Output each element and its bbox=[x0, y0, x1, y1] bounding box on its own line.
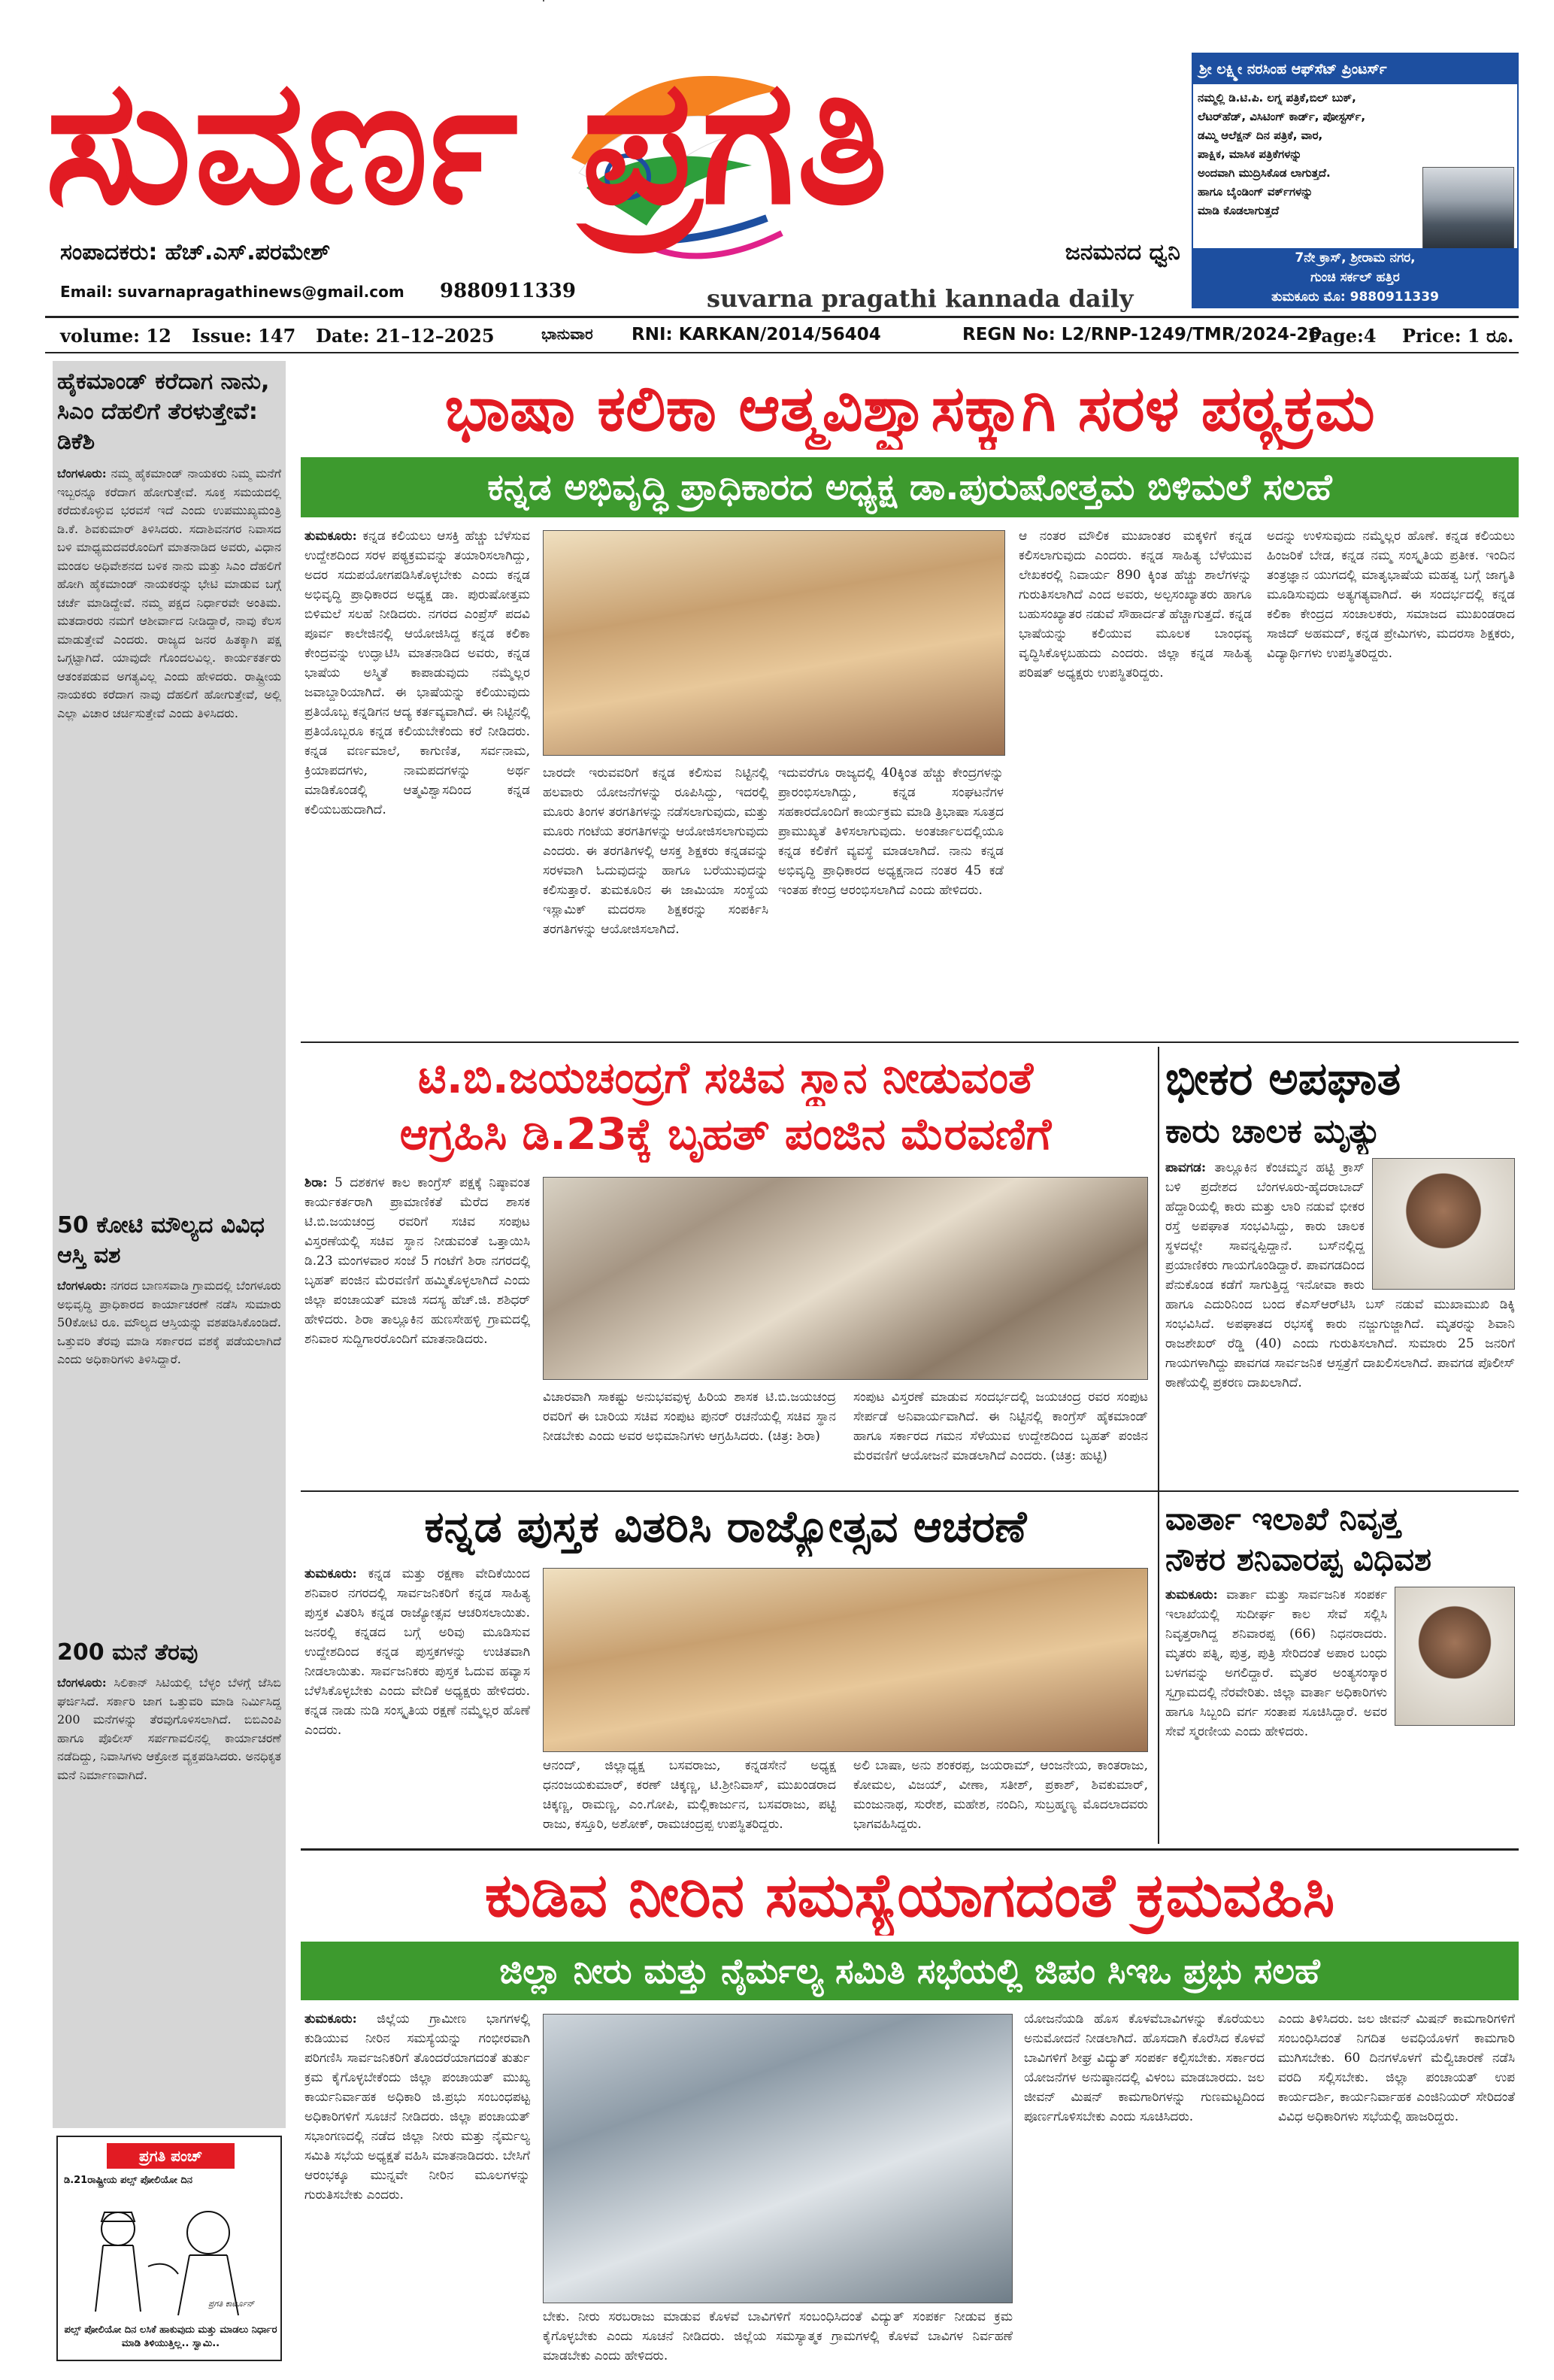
water-subhead: ಜಿಲ್ಲಾ ನೀರು ಮತ್ತು ನೈರ್ಮಲ್ಯ ಸಮಿತಿ ಸಭೆಯಲ್ಲಿ ಜಿಪಂ ಸಿಇಒ ಪ್ರಭು ಸಲಹೆ bbox=[301, 1942, 1519, 2000]
masthead-email: Email: suvarnapragathinews@gmail.com bbox=[60, 283, 404, 301]
lead-story-photo bbox=[543, 530, 1005, 756]
lead-col-4: ಆ ನಂತರ ಮೌಲಿಕ ಮುಖಾಂತರ ಮಕ್ಕಳಿಗೆ ಕನ್ನಡ ಕಲಿಸಲಾಗುವುದು ಎಂದರು. ಕನ್ನಡ ಸಾಹಿತ್ಯ ಬೆಳೆಯುವ ಲೇಖಕರಲ್ಲಿ ನಿವಾರ್ಯ 890 ಕ್ಕಿಂತ ಹೆಚ್ಚು ಶಾಲೆಗಳನ್ನು ಗುರುತಿಸಲಾಗಿದೆ ಎಂದ ಅವರು, ಅಲ್ಪಸಂಖ್ಯಾತರು ಹಾಗೂ ಬಹುಸಂಖ್ಯಾತರ ನಡುವೆ ಸೌಹಾರ್ದತೆ ಹೆಚ್ಚಾಗುತ್ತದೆ. ಕನ್ನಡ ಭಾಷೆಯನ್ನು ಕಲಿಯುವ ಮೂಲಕ ಬಾಂಧವ್ಯ ವೃದ್ಧಿಸಿಕೊಳ್ಳಬಹುದು ಎಂದರು. ಜಿಲ್ಲಾ ಕನ್ನಡ ಸಾಹಿತ್ಯ ಪರಿಷತ್ ಅಧ್ಯಕ್ಷರು ಉಪಸ್ಥಿತರಿದ್ದರು. bbox=[1019, 529, 1252, 681]
column-rule bbox=[1158, 1047, 1159, 1844]
sidebar-story-body: ಬೆಂಗಳೂರು: ಸಿಲಿಕಾನ್ ಸಿಟಿಯಲ್ಲಿ ಬೆಳ್ಳಂ ಬೆಳಗ್ಗೆ ಜೆಸಿಬಿ ಘರ್ಜಿಸಿದೆ. ಸರ್ಕಾರಿ ಜಾಗ ಒತ್ತುವರಿ ಮಾಡಿ ನಿರ್ಮಿಸಿದ್ದ 200 ಮನೆಗಳನ್ನು ತೆರವುಗೊಳಿಸಲಾಗಿದೆ. ಬಿಬಿಎಂಪಿ ಹಾಗೂ ಪೊಲೀಸ್ ಸರ್ಪಗಾವಲಿನಲ್ಲಿ ಕಾರ್ಯಾಚರಣೆ ನಡೆದಿದ್ದು, ನಿವಾಸಿಗಳು ಆಕ್ರೋಶ ವ್ಯಕ್ತಪಡಿಸಿದರು. ಅನಧಿಕೃತ ಮನೆ ನಿರ್ಮಾಣವಾಗಿದೆ. bbox=[57, 1675, 281, 1782]
issue-day: ಭಾನುವಾರ bbox=[541, 325, 593, 343]
sidebar-story-headline: ಹೈಕಮಾಂಡ್ ಕರೆದಾಗ ನಾನು, ಸಿಎಂ ದೆಹಲಿಗೆ ತೆರಳುತ್ತೇವೆ: ಡಿಕೆಶಿ bbox=[57, 368, 270, 455]
lead-story-photo bbox=[543, 0, 544, 2]
issue-number: Issue: 147 bbox=[192, 325, 296, 347]
jayachandra-headline-1: ಟಿ.ಬಿ.ಜಯಚಂದ್ರಗೆ ಸಚಿವ ಸ್ಥಾನ ನೀಡುವಂತೆ bbox=[417, 1052, 1034, 1103]
jayachandra-headline-2: ಆಗ್ರಹಿಸಿ ಡಿ.23ಕ್ಕೆ ಬೃಹತ್ ಪಂಜಿನ ಮೆರವಣಿಗೆ bbox=[399, 1108, 1052, 1160]
page-number: Page:4 bbox=[1308, 325, 1377, 347]
sidebar-story-body: ಬೆಂಗಳೂರು: ನಮ್ಮ ಹೈಕಮಾಂಡ್ ನಾಯಕರು ನಿಮ್ಮ ಮನೆಗೆ ಇಬ್ಬರನ್ನೂ ಕರೆದಾಗ ಹೋಗುತ್ತೇವೆ. ಸೂಕ್ತ ಸಮಯದಲ್ಲಿ ಕರೆದುಕೊಳ್ಳುವ ಭರವಸೆ ಇದೆ ಎಂದು ಉಪಮುಖ್ಯಮಂತ್ರಿ ಡಿ.ಕೆ. ಶಿವಕುಮಾರ್ ತಿಳಿಸಿದರು. ಸದಾಶಿವನಗರ ನಿವಾಸದ ಬಳಿ ಮಾಧ್ಯಮದವರೊಂದಿಗೆ ಮಾತನಾಡಿದ ಅವರು, ವಿಧಾನ ಮಂಡಲ ಅಧಿವೇಶನದ ಬಳಿಕ ನಾನು ಮತ್ತು ಸಿಎಂ ದೆಹಲಿಗೆ ಹೋಗಿ ಹೈಕಮಾಂಡ್ ನಾಯಕರನ್ನು ಭೇಟಿ ಮಾಡುವ ಬಗ್ಗೆ ಚರ್ಚೆ ಮಾಡಿದ್ದೇವೆ. ನಮ್ಮ ಪಕ್ಷದ ನಿರ್ಧಾರವೇ ಅಂತಿಮ. ಮತದಾರರು ನಮಗೆ ಆಶೀರ್ವಾದ ನೀಡಿದ್ದಾರೆ, ನಾವು ಕೆಲಸ ಮಾಡುತ್ತೇವೆ ಎಂದರು. ರಾಜ್ಯದ ಜನರ ಹಿತಕ್ಕಾಗಿ ಪಕ್ಷ ಒಗ್ಗಟ್ಟಾಗಿದೆ. ಯಾವುದೇ ಗೊಂದಲವಿಲ್ಲ. ಕಾರ್ಯಕರ್ತರು ಆತಂಕಪಡುವ ಅಗತ್ಯವಿಲ್ಲ ಎಂದು ಹೇಳಿದರು. ರಾಷ್ಟ್ರೀಯ ನಾಯಕರು ಕರೆದಾಗ ನಾವು ದೆಹಲಿಗೆ ಹೋಗುತ್ತೇವೆ, ಅಲ್ಲಿ ಎಲ್ಲಾ ವಿಚಾರ ಚರ್ಚಿಸುತ್ತೇವೆ ಎಂದು ತಿಳಿಸಿದರು. bbox=[57, 466, 281, 720]
books-photo bbox=[543, 1568, 1148, 1752]
books-headline: ಕನ್ನಡ ಪುಸ್ತಕ ವಿತರಿಸಿ ರಾಜ್ಯೋತ್ಸವ ಆಚರಣೆ bbox=[424, 1501, 1027, 1552]
accident-headline-1: ಭೀಕರ ಅಪಘಾತ bbox=[1165, 1053, 1401, 1105]
cartoon-caption-top: ಡಿ.21ರಾಷ್ಟ್ರೀಯ ಪಲ್ಸ್ ಪೋಲಿಯೋ ದಿನ bbox=[64, 2175, 192, 2186]
cartoon-box bbox=[56, 2136, 282, 2361]
printer-ad-line: ಹಾಗೂ ಬೈಂಡಿಂಗ್ ವರ್ಕ್‌ಗಳನ್ನು bbox=[1198, 185, 1313, 199]
jayachandra-body-2: ವಿಚಾರವಾಗಿ ಸಾಕಷ್ಟು ಅನುಭವವುಳ್ಳ ಹಿರಿಯ ಶಾಸಕ ಟಿ.ಬಿ.ಜಯಚಂದ್ರ ರವರಿಗೆ ಈ ಬಾರಿಯ ಸಚಿವ ಸಂಪುಟ ಪುನರ್ ರಚನೆಯಲ್ಲಿ ಸಚಿವ ಸ್ಥಾನ ನೀಡಬೇಕು ಎಂದು ಅವರ ಅಭಿಮಾನಿಗಳು ಆಗ್ರಹಿಸಿದರು. (ಚಿತ್ರ: ಶಿರಾ) bbox=[543, 1390, 836, 1444]
sidebar-story-body: ಬೆಂಗಳೂರು: ನಗರದ ಬಾಣಸವಾಡಿ ಗ್ರಾಮದಲ್ಲಿ ಬೆಂಗಳೂರು ಅಭಿವೃದ್ಧಿ ಪ್ರಾಧಿಕಾರದ ಕಾರ್ಯಾಚರಣೆ ನಡೆಸಿ ಸುಮಾರು 50ಕೋಟಿ ರೂ. ಮೌಲ್ಯದ ಆಸ್ತಿಯನ್ನು ವಶಪಡಿಸಿಕೊಂಡಿದೆ. ಒತ್ತುವರಿ ತೆರವು ಮಾಡಿ ಸರ್ಕಾರದ ವಶಕ್ಕೆ ಪಡೆಯಲಾಗಿದೆ ಎಂದು ಅಧಿಕಾರಿಗಳು ತಿಳಿಸಿದ್ದಾರೆ. bbox=[57, 1278, 281, 1366]
printer-ad-address-line: ಗುಂಚಿ ಸರ್ಕಲ್ ಹತ್ತಿರ bbox=[1310, 270, 1400, 285]
printer-ad-line: ಪಾಕ್ಷಿಕ, ಮಾಸಿಕ ಪತ್ರಿಕೆಗಳನ್ನು bbox=[1198, 147, 1302, 161]
left-sidebar bbox=[53, 361, 286, 2128]
retired-headline-2: ನೌಕರ ಶನಿವಾರಪ್ಪ ವಿಧಿವಶ bbox=[1165, 1541, 1432, 1578]
printer-ad-lines bbox=[1198, 89, 1423, 220]
books-body-3: ಅಲಿ ಬಾಷಾ, ಅನು ಶಂಕರಪ್ಪ, ಜಯರಾಮ್, ಆಂಜನೇಯ, ಕಾಂತರಾಜು, ಕೋಮಲ, ವಿಜಯ್, ವೀಣಾ, ಸತೀಶ್, ಪ್ರಕಾಶ್, ಶಿವಕುಮಾರ್, ಮಂಜುನಾಥ, ಸುರೇಶ, ಮಹೇಶ, ನಂದಿನಿ, ಸುಬ್ರಹ್ಮಣ್ಯ ಮೊದಲಾದವರು ಭಾಗವಹಿಸಿದ್ದರು. bbox=[853, 1758, 1148, 1832]
lead-subhead: ಕನ್ನಡ ಅಭಿವೃದ್ಧಿ ಪ್ರಾಧಿಕಾರದ ಅಧ್ಯಕ್ಷ ಡಾ.ಪುರುಷೋತ್ತಮ ಬಿಳಿಮಲೆ ಸಲಹೆ bbox=[301, 457, 1519, 517]
water-col-1: ತುಮಕೂರು: ಜಿಲ್ಲೆಯ ಗ್ರಾಮೀಣ ಭಾಗಗಳಲ್ಲಿ ಕುಡಿಯುವ ನೀರಿನ ಸಮಸ್ಯೆಯನ್ನು ಗಂಭೀರವಾಗಿ ಪರಿಗಣಿಸಿ ಸಾರ್ವಜನಿಕರಿಗೆ ತೊಂದರೆಯಾಗದಂತೆ ತುರ್ತು ಕ್ರಮ ಕೈಗೊಳ್ಳಬೇಕೆಂದು ಜಿಲ್ಲಾ ಪಂಚಾಯತ್ ಮುಖ್ಯ ಕಾರ್ಯನಿರ್ವಾಹಕ ಅಧಿಕಾರಿ ಜಿ.ಪ್ರಭು ಸಂಬಂಧಪಟ್ಟ ಅಧಿಕಾರಿಗಳಿಗೆ ಸೂಚನೆ ನೀಡಿದರು. ಜಿಲ್ಲಾ ಪಂಚಾಯತ್ ಸಭಾಂಗಣದಲ್ಲಿ ನಡೆದ ಜಿಲ್ಲಾ ನೀರು ಮತ್ತು ನೈರ್ಮಲ್ಯ ಸಮಿತಿ ಸಭೆಯ ಅಧ್ಯಕ್ಷತೆ ವಹಿಸಿ ಮಾತನಾಡಿದರು. ಬೇಸಿಗೆ ಆರಂಭಕ್ಕೂ ಮುನ್ನವೇ ನೀರಿನ ಮೂಲಗಳನ್ನು ಗುರುತಿಸಬೇಕು ಎಂದರು. bbox=[304, 2012, 530, 2203]
lead-col-3: ಇದುವರೆಗೂ ರಾಜ್ಯದಲ್ಲಿ 40ಕ್ಕಿಂತ ಹೆಚ್ಚು ಕೇಂದ್ರಗಳನ್ನು ಪ್ರಾರಂಭಿಸಲಾಗಿದ್ದು, ಕನ್ನಡ ಸಂಘಟನೆಗಳ ಸಹಕಾರದೊಂದಿಗೆ ಕಾರ್ಯಕ್ರಮ ಮಾಡಿ ತ್ರಿಭಾಷಾ ಸೂತ್ರದ ಪ್ರಾಮುಖ್ಯತೆ ತಿಳಿಸಲಾಗುವುದು. ಅಂತರ್ಜಾಲದಲ್ಲಿಯೂ ಕನ್ನಡ ಕಲಿಕೆಗೆ ವ್ಯವಸ್ಥೆ ಮಾಡಲಾಗಿದೆ. ನಾನು ಕನ್ನಡ ಅಭಿವೃದ್ಧಿ ಪ್ರಾಧಿಕಾರದ ಅಧ್ಯಕ್ಷನಾದ ನಂತರ 45 ಕಡೆ ಇಂತಹ ಕೇಂದ್ರ ಆರಂಭಿಸಲಾಗಿದೆ ಎಂದು ಹೇಳಿದರು. bbox=[778, 766, 1004, 898]
retired-headline-1: ವಾರ್ತಾ ಇಲಾಖೆ ನಿವೃತ್ತ bbox=[1165, 1500, 1401, 1537]
masthead-editor: ಸಂಪಾದಕರು: ಹೆಚ್.ಎಸ್.ಪರಮೇಶ್ bbox=[60, 239, 331, 265]
printer-ad-line: ನಮ್ಮಲ್ಲಿ ಡಿ.ಟಿ.ಪಿ. ಲಗ್ನ ಪತ್ರಿಕೆ,ಬಿಲ್ ಬುಕ್, bbox=[1198, 91, 1356, 105]
retired-body: ತುಮಕೂರು: ವಾರ್ತಾ ಮತ್ತು ಸಾರ್ವಜನಿಕ ಸಂಪರ್ಕ ಇಲಾಖೆಯಲ್ಲಿ ಸುದೀರ್ಘ ಕಾಲ ಸೇವೆ ಸಲ್ಲಿಸಿ ನಿವೃತ್ತರಾಗಿದ್ದ ಶನಿವಾರಪ್ಪ (66) ನಿಧನರಾದರು. ಮೃತರು ಪತ್ನಿ, ಪುತ್ರ, ಪುತ್ರಿ ಸೇರಿದಂತೆ ಅಪಾರ ಬಂಧು ಬಳಗವನ್ನು ಅಗಲಿದ್ದಾರೆ. ಮೃತರ ಅಂತ್ಯಸಂಸ್ಕಾರ ಸ್ವಗ್ರಾಮದಲ್ಲಿ ನೆರವೇರಿತು. ಜಿಲ್ಲಾ ವಾರ್ತಾ ಅಧಿಕಾರಿಗಳು ಹಾಗೂ ಸಿಬ್ಬಂದಿ ವರ್ಗ ಸಂತಾಪ ಸೂಚಿಸಿದ್ದಾರೆ. ಅವರ ಸೇವೆ ಸ್ಮರಣೀಯ ಎಂದು ಹೇಳಿದರು. bbox=[1165, 1587, 1388, 1739]
dateline-bar bbox=[60, 322, 1519, 350]
section-rule bbox=[301, 1848, 1519, 1851]
printer-ad-address-line: 7ನೇ ಕ್ರಾಸ್, ಶ್ರೀರಾಮ ನಗರ, bbox=[1295, 250, 1416, 265]
sidebar-story-headline: 50 ಕೋಟಿ ಮೌಲ್ಯದ ವಿವಿಧ ಆಸ್ತಿ ವಶ bbox=[57, 1212, 265, 1269]
books-body-2: ಆನಂದ್, ಜಿಲ್ಲಾಧ್ಯಕ್ಷ ಬಸವರಾಜು, ಕನ್ನಡಸೇನೆ ಅಧ್ಯಕ್ಷ ಧನಂಜಯಕುಮಾರ್, ಕರಣ್ ಚಿಕ್ಕಣ್ಣ, ಟಿ.ಶ್ರೀನಿವಾಸ್, ಮುಖಂಡರಾದ ಚಿಕ್ಕಣ್ಣ, ರಾಮಣ್ಣ, ಎಂ.ಗೋಪಿ, ಮಲ್ಲಿಕಾರ್ಜುನ, ಬಸವರಾಜು, ಪಟ್ಟಿ ರಾಜು, ಕಸ್ತೂರಿ, ಅಶೋಕ್, ರಾಮಚಂದ್ರಪ್ಪ ಉಪಸ್ಥಿತರಿದ್ದರು. bbox=[543, 1758, 836, 1832]
cartoon-signature: ಪ್ರಗತಿ ಕಾರ್ಟೂನ್ bbox=[208, 2299, 255, 2309]
top-rule bbox=[45, 316, 1519, 318]
section-rule bbox=[1164, 1490, 1519, 1492]
water-col-2: ಬೇಕು. ನೀರು ಸರಬರಾಜು ಮಾಡುವ ಕೊಳವೆ ಬಾವಿಗಳಿಗೆ ಸಂಬಂಧಿಸಿದಂತೆ ವಿದ್ಯುತ್ ಸಂಪರ್ಕ ನೀಡುವ ಕ್ರಮ ಕೈಗೊಳ್ಳಬೇಕು ಎಂದು ಸೂಚನೆ ನೀಡಿದರು. ಜಿಲ್ಲೆಯ ಸಮಸ್ಯಾತ್ಮಕ ಗ್ರಾಮಗಳಲ್ಲಿ ಕೊಳವೆ ಬಾವಿಗಳ ನಿರ್ವಹಣೆ ಮಾಡಬೇಕು ಎಂದು ಹೇಳಿದರು. bbox=[543, 2309, 1013, 2363]
regn-number: REGN No: L2/RNP-1249/TMR/2024-26 bbox=[962, 325, 1321, 344]
masthead bbox=[0, 0, 1188, 313]
water-col-3: ಯೋಜನೆಯಡಿ ಹೊಸ ಕೊಳವೆಬಾವಿಗಳನ್ನು ಕೊರೆಯಲು ಅನುಮೋದನೆ ನೀಡಲಾಗಿದೆ. ಹೊಸದಾಗಿ ಕೊರೆಸಿದ ಕೊಳವೆ ಬಾವಿಗಳಿಗೆ ಶೀಘ್ರ ವಿದ್ಯುತ್ ಸಂಪರ್ಕ ಕಲ್ಪಿಸಬೇಕು. ಸರ್ಕಾರದ ಯೋಜನೆಗಳ ಅನುಷ್ಠಾನದಲ್ಲಿ ವಿಳಂಬ ಮಾಡಬಾರದು. ಜಲ ಜೀವನ್ ಮಿಷನ್ ಕಾಮಗಾರಿಗಳನ್ನು ಗುಣಮಟ್ಟದಿಂದ ಪೂರ್ಣಗೊಳಿಸಬೇಕು ಎಂದು ಸೂಚಿಸಿದರು. bbox=[1024, 2012, 1265, 2124]
cartoon-title: ಪ್ರಗತಿ ಪಂಚ್ bbox=[107, 2143, 235, 2169]
lead-col-2: ಬಾರದೇ ಇರುವವರಿಗೆ ಕನ್ನಡ ಕಲಿಸುವ ನಿಟ್ಟಿನಲ್ಲಿ ಹಲವಾರು ಯೋಜನೆಗಳನ್ನು ರೂಪಿಸಿದ್ದು, ಇದರಲ್ಲಿ ಮೂರು ತಿಂಗಳ ತರಗತಿಗಳನ್ನು ನಡೆಸಲಾಗುವುದು, ಮತ್ತು ಮೂರು ಗಂಟೆಯ ತರಗತಿಗಳನ್ನು ಆಯೋಜಿಸಲಾಗುವುದು ಎಂದರು. ಈ ತರಗತಿಗಳಲ್ಲಿ ಆಸಕ್ತ ಶಿಕ್ಷಕರು ಕನ್ನಡವನ್ನು ಸರಳವಾಗಿ ಓದುವುದನ್ನು ಹಾಗೂ ಬರೆಯುವುದನ್ನು ಕಲಿಸುತ್ತಾರೆ. ತುಮಕೂರಿನ ಈ ಜಾಮಿಯಾ ಸಂಸ್ಥೆಯ ಇಸ್ಲಾಮಿಕ್ ಮದರಸಾ ಶಿಕ್ಷಕರನ್ನು ಸಂಪರ್ಕಿಸಿ ತರಗತಿಗಳನ್ನು ಆಯೋಜಿಸಲಾಗಿದೆ. bbox=[543, 766, 768, 937]
books-body-1: ತುಮಕೂರು: ಕನ್ನಡ ಮತ್ತು ರಕ್ಷಣಾ ವೇದಿಕೆಯಿಂದ ಶನಿವಾರ ನಗರದಲ್ಲಿ ಸಾರ್ವಜನಿಕರಿಗೆ ಕನ್ನಡ ಸಾಹಿತ್ಯ ಪುಸ್ತಕ ವಿತರಿಸಿ ಕನ್ನಡ ರಾಜ್ಯೋತ್ಸವ ಆಚರಿಸಲಾಯಿತು. ಜನರಲ್ಲಿ ಕನ್ನಡದ ಬಗ್ಗೆ ಅರಿವು ಮೂಡಿಸುವ ಉದ್ದೇಶದಿಂದ ಕನ್ನಡ ಪುಸ್ತಕಗಳನ್ನು ಉಚಿತವಾಗಿ ನೀಡಲಾಯಿತು. ಸಾರ್ವಜನಿಕರು ಪುಸ್ತಕ ಓದುವ ಹವ್ಯಾಸ ಬೆಳೆಸಿಕೊಳ್ಳಬೇಕು ಎಂದು ವೇದಿಕೆ ಅಧ್ಯಕ್ಷರು ಹೇಳಿದರು. ಕನ್ನಡ ನಾಡು ನುಡಿ ಸಂಸ್ಕೃತಿಯ ರಕ್ಷಣೆ ನಮ್ಮೆಲ್ಲರ ಹೊಣೆ ಎಂದರು. bbox=[304, 1566, 530, 1738]
printer-ad-address-line: ತುಮಕೂರು ಮೊ: 9880911339 bbox=[1271, 290, 1439, 305]
jayachandra-body-1: ಶಿರಾ: 5 ದಶಕಗಳ ಕಾಲ ಕಾಂಗ್ರೆಸ್ ಪಕ್ಷಕ್ಕೆ ನಿಷ್ಠಾವಂತ ಕಾರ್ಯಕರ್ತರಾಗಿ ಪ್ರಾಮಾಣಿಕತೆ ಮೆರೆದ ಶಾಸಕ ಟಿ.ಬಿ.ಜಯಚಂದ್ರ ರವರಿಗೆ ಸಚಿವ ಸಂಪುಟ ವಿಸ್ತರಣೆಯಲ್ಲಿ ಸಚಿವ ಸ್ಥಾನ ನೀಡುವಂತೆ ಒತ್ತಾಯಿಸಿ ಡಿ.23 ಮಂಗಳವಾರ ಸಂಜೆ 5 ಗಂಟೆಗೆ ಶಿರಾ ನಗರದಲ್ಲಿ ಬೃಹತ್ ಪಂಜಿನ ಮೆರವಣಿಗೆ ಹಮ್ಮಿಕೊಳ್ಳಲಾಗಿದೆ ಎಂದು ಜಿಲ್ಲಾ ಪಂಚಾಯತ್ ಮಾಜಿ ಸದಸ್ಯ ಹೆಚ್.ಜಿ. ಶಶಿಧರ್ ಹೇಳಿದರು. ಶಿರಾ ತಾಲ್ಲೂಕಿನ ಹುಣಸೇಹಳ್ಳಿ ಗ್ರಾಮದಲ್ಲಿ ಶನಿವಾರ ಸುದ್ದಿಗಾರರೊಂದಿಗೆ ಮಾತನಾಡಿದರು. bbox=[304, 1175, 530, 1347]
masthead-english-name: suvarna pragathi kannada daily bbox=[707, 284, 1134, 313]
printer-ad bbox=[1192, 53, 1519, 308]
accident-headline-2: ಕಾರು ಚಾಲಕ ಮೃತ್ಯು bbox=[1165, 1112, 1382, 1151]
water-headline: ಕುಡಿವ ನೀರಿನ ಸಮಸ್ಯೆಯಾಗದಂತೆ ಕ್ರಮವಹಿಸಿ bbox=[484, 1860, 1335, 1930]
masthead-title: ಸುವರ್ಣ ಪ್ರಗತಿ bbox=[45, 42, 890, 243]
accident-body: ಪಾವಗಡ: ತಾಲ್ಲೂಕಿನ ಕೆಂಚಮ್ಮನ ಹಟ್ಟಿ ಕ್ರಾಸ್ ಬಳಿ ಪ್ರದೇಶದ ಬೆಂಗಳೂರು-ಹೈದರಾಬಾದ್ ಹೆದ್ದಾರಿಯಲ್ಲಿ ಕಾರು ಮತ್ತು ಲಾರಿ ನಡುವೆ ಭೀಕರ ರಸ್ತೆ ಅಪಘಾತ ಸಂಭವಿಸಿದ್ದು, ಕಾರು ಚಾಲಕ ಸ್ಥಳದಲ್ಲೇ ಸಾವನ್ನಪ್ಪಿದ್ದಾನೆ. ಬಸ್‌ನಲ್ಲಿದ್ದ ಪ್ರಯಾಣಿಕರು ಗಾಯಗೊಂಡಿದ್ದಾರೆ. ಪಾವಗಡದಿಂದ ಪೆನುಕೊಂಡ ಕಡೆಗೆ ಸಾಗುತ್ತಿದ್ದ ಇನೋವಾ ಕಾರು ಹಾಗೂ ಎದುರಿನಿಂದ ಬಂದ ಕೆಎಸ್ಆರ್‌ಟಿಸಿ ಬಸ್ ನಡುವೆ ಮುಖಾಮುಖಿ ಡಿಕ್ಕಿ ಸಂಭವಿಸಿದೆ. ಅಪಘಾತದ ರಭಸಕ್ಕೆ ಕಾರು ನಜ್ಜುಗುಜ್ಜಾಗಿದೆ. ಮೃತರನ್ನು ಶಿವಾನಿ ರಾಜಶೇಖರ್ ರೆಡ್ಡಿ (40) ಎಂದು ಗುರುತಿಸಲಾಗಿದೆ. ಸುಮಾರು 25 ಜನರಿಗೆ ಗಾಯಗಳಾಗಿದ್ದು ಪಾವಗಡ ಸಾರ್ವಜನಿಕ ಆಸ್ಪತ್ರೆಗೆ ದಾಖಲಿಸಲಾಗಿದೆ. ಪಾವಗಡ ಪೊಲೀಸ್ ಠಾಣೆಯಲ್ಲಿ ಪ್ರಕರಣ ದಾಖಲಾಗಿದೆ. bbox=[1165, 1160, 1515, 1390]
water-meeting-photo bbox=[543, 2014, 1013, 2303]
printer-ad-title: ಶ್ರೀ ಲಕ್ಷ್ಮೀ ನರಸಿಂಹ ಆಫ್‌ಸೆಟ್ ಪ್ರಿಂಟರ್ಸ್ bbox=[1193, 54, 1517, 84]
printer-ad-line: ಮಾಡಿ ಕೊಡಲಾಗುತ್ತದೆ bbox=[1198, 204, 1280, 217]
lead-headline: ಭಾಷಾ ಕಲಿಕಾ ಆತ್ಮವಿಶ್ವಾಸಕ್ಕಾಗಿ ಸರಳ ಪಠ್ಯಕ್ರಮ bbox=[444, 371, 1375, 445]
lead-col-5: ಅದನ್ನು ಉಳಿಸುವುದು ನಮ್ಮೆಲ್ಲರ ಹೊಣೆ. ಕನ್ನಡ ಕಲಿಯಲು ಹಿಂಜರಿಕೆ ಬೇಡ, ಕನ್ನಡ ನಮ್ಮ ಸಂಸ್ಕೃತಿಯ ಪ್ರತೀಕ. ಇಂದಿನ ತಂತ್ರಜ್ಞಾನ ಯುಗದಲ್ಲಿ ಮಾತೃಭಾಷೆಯ ಮಹತ್ವ ಬಗ್ಗೆ ಜಾಗೃತಿ ಮೂಡಿಸುವುದು ಅತ್ಯಗತ್ಯವಾಗಿದೆ. ಈ ಸಂದರ್ಭದಲ್ಲಿ ಕನ್ನಡ ಕಲಿಕಾ ಕೇಂದ್ರದ ಸಂಚಾಲಕರು, ಸಮಾಜದ ಮುಖಂಡರಾದ ಸಾಜಿದ್ ಅಹಮದ್, ಕನ್ನಡ ಪ್ರೇಮಿಗಳು, ಮದರಸಾ ಶಿಕ್ಷಕರು, ವಿದ್ಯಾರ್ಥಿಗಳು ಉಪಸ್ಥಿತರಿದ್ದರು. bbox=[1267, 529, 1515, 661]
printer-ad-line: ಡಮ್ಮಿ ಆಲೆಕ್ಷನ್ ದಿನ ಪತ್ರಿಕೆ, ವಾರ, bbox=[1198, 129, 1323, 142]
masthead-phone: 9880911339 bbox=[440, 280, 576, 302]
price: Price: 1 ರೂ. bbox=[1402, 325, 1514, 347]
water-col-4: ಎಂದು ತಿಳಿಸಿದರು. ಜಲ ಜೀವನ್ ಮಿಷನ್ ಕಾಮಗಾರಿಗಳಿಗೆ ಸಂಬಂಧಿಸಿದಂತೆ ನಿಗದಿತ ಅವಧಿಯೊಳಗೆ ಕಾಮಗಾರಿ ಮುಗಿಸಬೇಕು. 60 ದಿನಗಳೊಳಗೆ ಮೆಲ್ವಿಚಾರಣೆ ನಡೆಸಿ ವರದಿ ಸಲ್ಲಿಸಬೇಕು. ಜಿಲ್ಲಾ ಪಂಚಾಯತ್ ಉಪ ಕಾರ್ಯದರ್ಶಿ, ಕಾರ್ಯನಿರ್ವಾಹಕ ಎಂಜಿನಿಯರ್ ಸೇರಿದಂತೆ ವಿವಿಧ ಅಧಿಕಾರಿಗಳು ಸಭೆಯಲ್ಲಿ ಹಾಜರಿದ್ದರು. bbox=[1278, 2012, 1515, 2124]
sidebar-story-headline: 200 ಮನೆ ತೆರವು bbox=[57, 1639, 198, 1666]
printer-ad-address bbox=[1193, 248, 1517, 307]
section-rule bbox=[301, 1041, 1519, 1043]
masthead-tagline: ಜನಮನದ ಧ್ವನಿ bbox=[1065, 239, 1180, 265]
printer-ad-line: ಲೆಟರ್‌ಹೆಡ್, ವಿಸಿಟಿಂಗ್ ಕಾರ್ಡ್, ಪೋಸ್ಟರ್ಸ್, bbox=[1198, 110, 1366, 123]
volume-number: volume: 12 bbox=[60, 325, 171, 347]
printer-ad-line: ಅಂದವಾಗಿ ಮುದ್ರಿಸಿಕೊಡ ಲಾಗುತ್ತದೆ. bbox=[1198, 166, 1331, 180]
cartoon-caption-bottom: ಪಲ್ಸ್ ಪೋಲಿಯೋ ದಿನ ಲಸಿಕೆ ಹಾಕುವುದು ಮತ್ತು ಮಾಡಲು ನಿರ್ಧಾರ ಮಾಡಿ ತಿಳಿಯುತ್ತಿಲ್ಲ.. ಸ್ವಾಮಿ.. bbox=[64, 2324, 277, 2349]
jayachandra-body-3: ಸಂಪುಟ ವಿಸ್ತರಣೆ ಮಾಡುವ ಸಂದರ್ಭದಲ್ಲಿ ಜಯಚಂದ್ರ ರವರ ಸಂಪುಟ ಸೇರ್ಪಡೆ ಅನಿವಾರ್ಯವಾಗಿದೆ. ಈ ನಿಟ್ಟಿನಲ್ಲಿ ಕಾಂಗ್ರೆಸ್ ಹೈಕಮಾಂಡ್ ಹಾಗೂ ಸರ್ಕಾರದ ಗಮನ ಸೆಳೆಯುವ ಉದ್ದೇಶದಿಂದ ಬೃಹತ್ ಪಂಜಿನ ಮೆರವಣಿಗೆ ಆಯೋಜನೆ ಮಾಡಲಾಗಿದೆ ಎಂದರು. (ಚಿತ್ರ: ಹುಟ್ಟಿ) bbox=[853, 1390, 1148, 1463]
lead-col-1: ತುಮಕೂರು: ಕನ್ನಡ ಕಲಿಯಲು ಆಸಕ್ತಿ ಹೆಚ್ಚು ಬೆಳೆಸುವ ಉದ್ದೇಶದಿಂದ ಸರಳ ಪಠ್ಯಕ್ರಮವನ್ನು ತಯಾರಿಸಲಾಗಿದ್ದು, ಅದರ ಸದುಪಯೋಗಪಡಿಸಿಕೊಳ್ಳಬೇಕು ಎಂದು ಕನ್ನಡ ಅಭಿವೃದ್ಧಿ ಪ್ರಾಧಿಕಾರದ ಅಧ್ಯಕ್ಷ ಡಾ. ಪುರುಷೋತ್ತಮ ಬಿಳಿಮಲೆ ಸಲಹೆ ನೀಡಿದರು. ನಗರದ ಎಂಪ್ರೆಸ್ ಪದವಿ ಪೂರ್ವ ಕಾಲೇಜಿನಲ್ಲಿ ಆಯೋಜಿಸಿದ್ದ ಕನ್ನಡ ಕಲಿಕಾ ಕೇಂದ್ರವನ್ನು ಉದ್ಘಾಟಿಸಿ ಮಾತನಾಡಿದ ಅವರು, ಕನ್ನಡ ಭಾಷೆಯ ಅಸ್ಮಿತೆ ಕಾಪಾಡುವುದು ನಮ್ಮೆಲ್ಲರ ಜವಾಬ್ದಾರಿಯಾಗಿದೆ. ಈ ಭಾಷೆಯನ್ನು ಕಲಿಯುವುದು ಪ್ರತಿಯೊಬ್ಬ ಕನ್ನಡಿಗನ ಆದ್ಯ ಕರ್ತವ್ಯವಾಗಿದೆ. ಈ ನಿಟ್ಟಿನಲ್ಲಿ ಪ್ರತಿಯೊಬ್ಬರೂ ಕನ್ನಡ ಕಲಿಯಬೇಕೆಂದು ಕರೆ ನೀಡಿದರು. ಕನ್ನಡ ವರ್ಣಮಾಲೆ, ಕಾಗುಣಿತ, ಸರ್ವನಾಮ, ಕ್ರಿಯಾಪದಗಳು, ನಾಮಪದಗಳನ್ನು ಅರ್ಥ ಮಾಡಿಕೊಂಡಲ್ಲಿ ಆತ್ಮವಿಶ್ವಾಸದಿಂದ ಕನ್ನಡ ಕಲಿಯಬಹುದಾಗಿದೆ. bbox=[304, 529, 530, 817]
printing-press-image bbox=[1422, 167, 1514, 250]
dateline-rule bbox=[45, 352, 1519, 353]
rni-number: RNI: KARKAN/2014/56404 bbox=[632, 325, 881, 344]
jayachandra-photo bbox=[543, 1177, 1148, 1380]
issue-date: Date: 21–12–2025 bbox=[316, 325, 495, 347]
